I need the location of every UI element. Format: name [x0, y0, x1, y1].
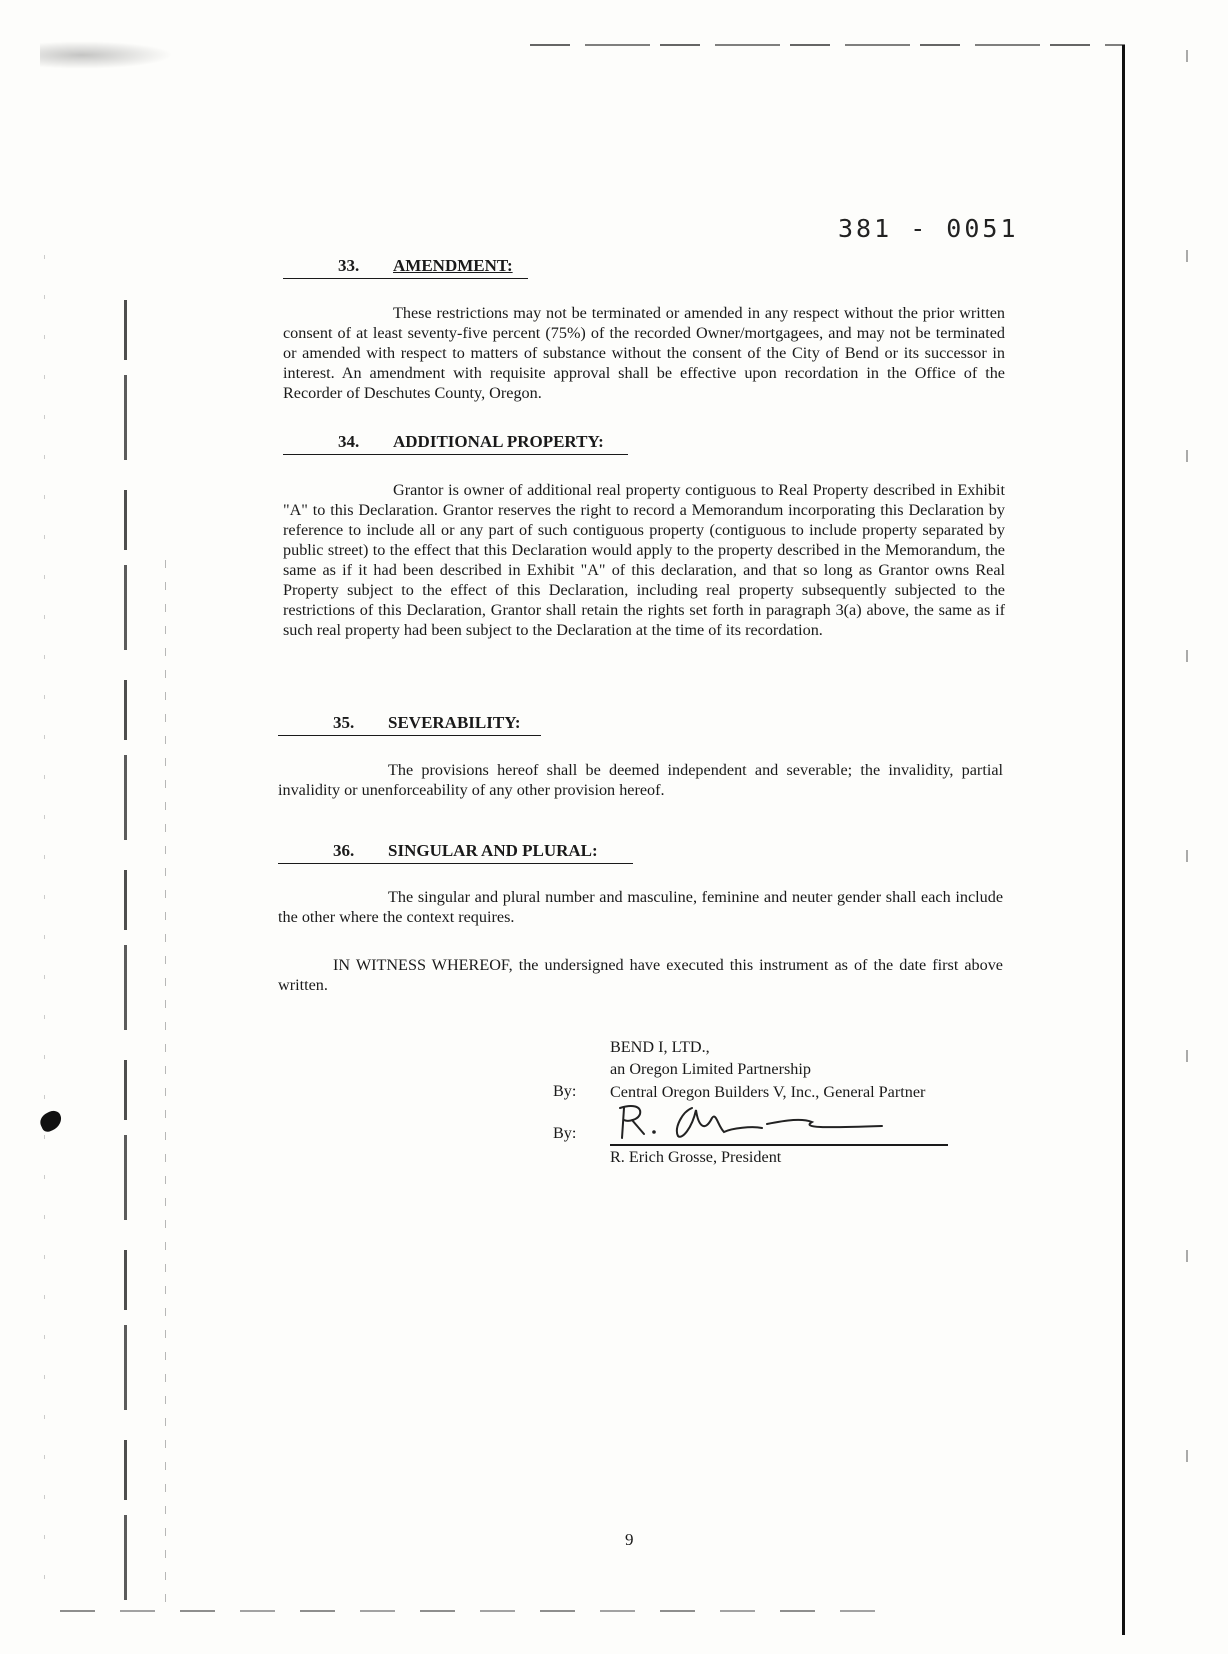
scan-left-edge	[44, 255, 45, 1605]
ink-blot	[37, 1108, 65, 1134]
scan-top-edge	[530, 44, 1125, 46]
section-paragraph-severability: The provisions hereof shall be deemed independent and severable; the invalidity, partial invalidity or unenforceability of any other provision hereof.	[278, 761, 1003, 799]
witness-clause: IN WITNESS WHEREOF, the undersigned have executed this instrument as of the date first above written.	[278, 956, 1003, 994]
general-partner: Central Oregon Builders V, Inc., General Partner	[610, 1083, 926, 1101]
by-label: By:	[553, 1082, 577, 1100]
section-paragraph-additional-property: Grantor is owner of additional real property contiguous to Real Property described in Exhibit "A" to this Declaration. Grantor reserves the right to record a Memorandum incorporating this Declaration by reference to include all or any part of such contiguous property (contiguous to include property separated by public street) to the effect that this Declaration would apply to the property described in the Memorandum, the same as if it had been described in Exhibit "A" of this declaration, and that so long as Grantor owns Real Property subject to the effect of this Declaration, including real property subsequently subjected to the restrictions of this Declaration, Grantor shall retain the rights set forth in paragraph 3(a) above, the same as if such real property had been subject to the Declaration at the time of its recordation.	[283, 481, 1005, 639]
section-title: SEVERABILITY:	[388, 713, 521, 732]
by-label: By:	[553, 1124, 577, 1142]
scan-binding-faint	[165, 560, 166, 1610]
section-title: AMENDMENT:	[393, 256, 513, 275]
handwritten-signature	[612, 1098, 892, 1148]
section-paragraph-singular-plural: The singular and plural number and masculine, feminine and neuter gender shall each include the other where the context requires.	[278, 888, 1003, 926]
section-heading-severability	[278, 711, 541, 736]
scan-right-marks	[1186, 50, 1188, 1550]
signature-entity-type: an Oregon Limited Partnership	[610, 1060, 811, 1078]
scan-binding-edge	[124, 300, 127, 1600]
scan-smudge	[40, 40, 180, 70]
section-heading-amendment	[283, 254, 528, 279]
section-number: 34.	[338, 432, 360, 451]
scan-bottom-edge	[60, 1610, 900, 1612]
scan-right-border	[1122, 45, 1125, 1635]
document-number: 381 - 0051	[838, 214, 1019, 243]
section-heading-additional-property	[283, 430, 628, 455]
section-heading-singular-plural	[278, 839, 633, 864]
page-number: 9	[625, 1530, 634, 1549]
section-paragraph-amendment: These restrictions may not be terminated or amended in any respect without the prior written consent of at least seventy-five percent (75%) of the recorded Owner/mortgagees, and may not be terminated or amended with respect to matters of substance without the consent of the City of Bend or its successor in interest. An amendment with requisite approval shall be effective upon recordation in the Office of the Recorder of Deschutes County, Oregon.	[283, 304, 1005, 402]
section-number: 36.	[333, 841, 355, 860]
signature-line	[610, 1144, 948, 1146]
signature-entity: BEND I, LTD.,	[610, 1038, 710, 1056]
signatory-name: R. Erich Grosse, President	[610, 1148, 782, 1166]
section-title: SINGULAR AND PLURAL:	[388, 841, 598, 860]
section-number: 35.	[333, 713, 355, 732]
section-title: ADDITIONAL PROPERTY:	[393, 432, 604, 451]
section-number: 33.	[338, 256, 360, 275]
